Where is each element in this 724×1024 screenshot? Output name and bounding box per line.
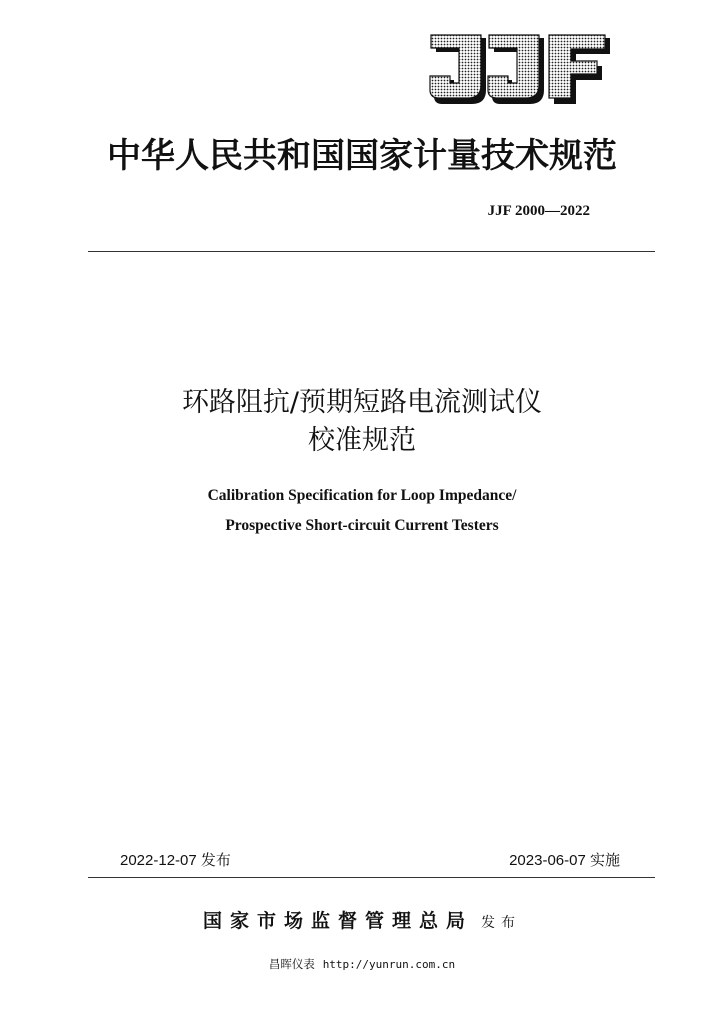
footer-url-link[interactable]: http://yunrun.com.cn xyxy=(322,958,456,971)
authority-verb: 发布 xyxy=(481,915,521,931)
standard-number: JJF 2000—2022 xyxy=(487,203,590,219)
footer-brand: 昌晖仪表 xyxy=(268,957,315,971)
bottom-divider xyxy=(88,877,655,878)
top-divider xyxy=(88,251,655,252)
footer xyxy=(0,956,724,972)
title-cn-line1: 环路阻抗/预期短路电流测试仪 xyxy=(181,387,543,418)
effective-date: 2023-06-07 实施 xyxy=(509,852,620,869)
issuer-title: 中华人民共和国国家计量技术规范 xyxy=(107,136,617,176)
authority-line xyxy=(0,906,724,933)
title-en-line1: Calibration Specification for Loop Impedance/ xyxy=(207,487,517,504)
authority-name: 国家市场监督管理总局 xyxy=(202,910,473,932)
logo-text: JJF xyxy=(428,34,430,35)
title-cn-line2: 校准规范 xyxy=(308,425,416,456)
title-en-line2: Prospective Short-circuit Current Testers xyxy=(225,517,499,534)
jjf-logo xyxy=(428,34,614,108)
issue-date: 2022-12-07 发布 xyxy=(120,852,231,869)
